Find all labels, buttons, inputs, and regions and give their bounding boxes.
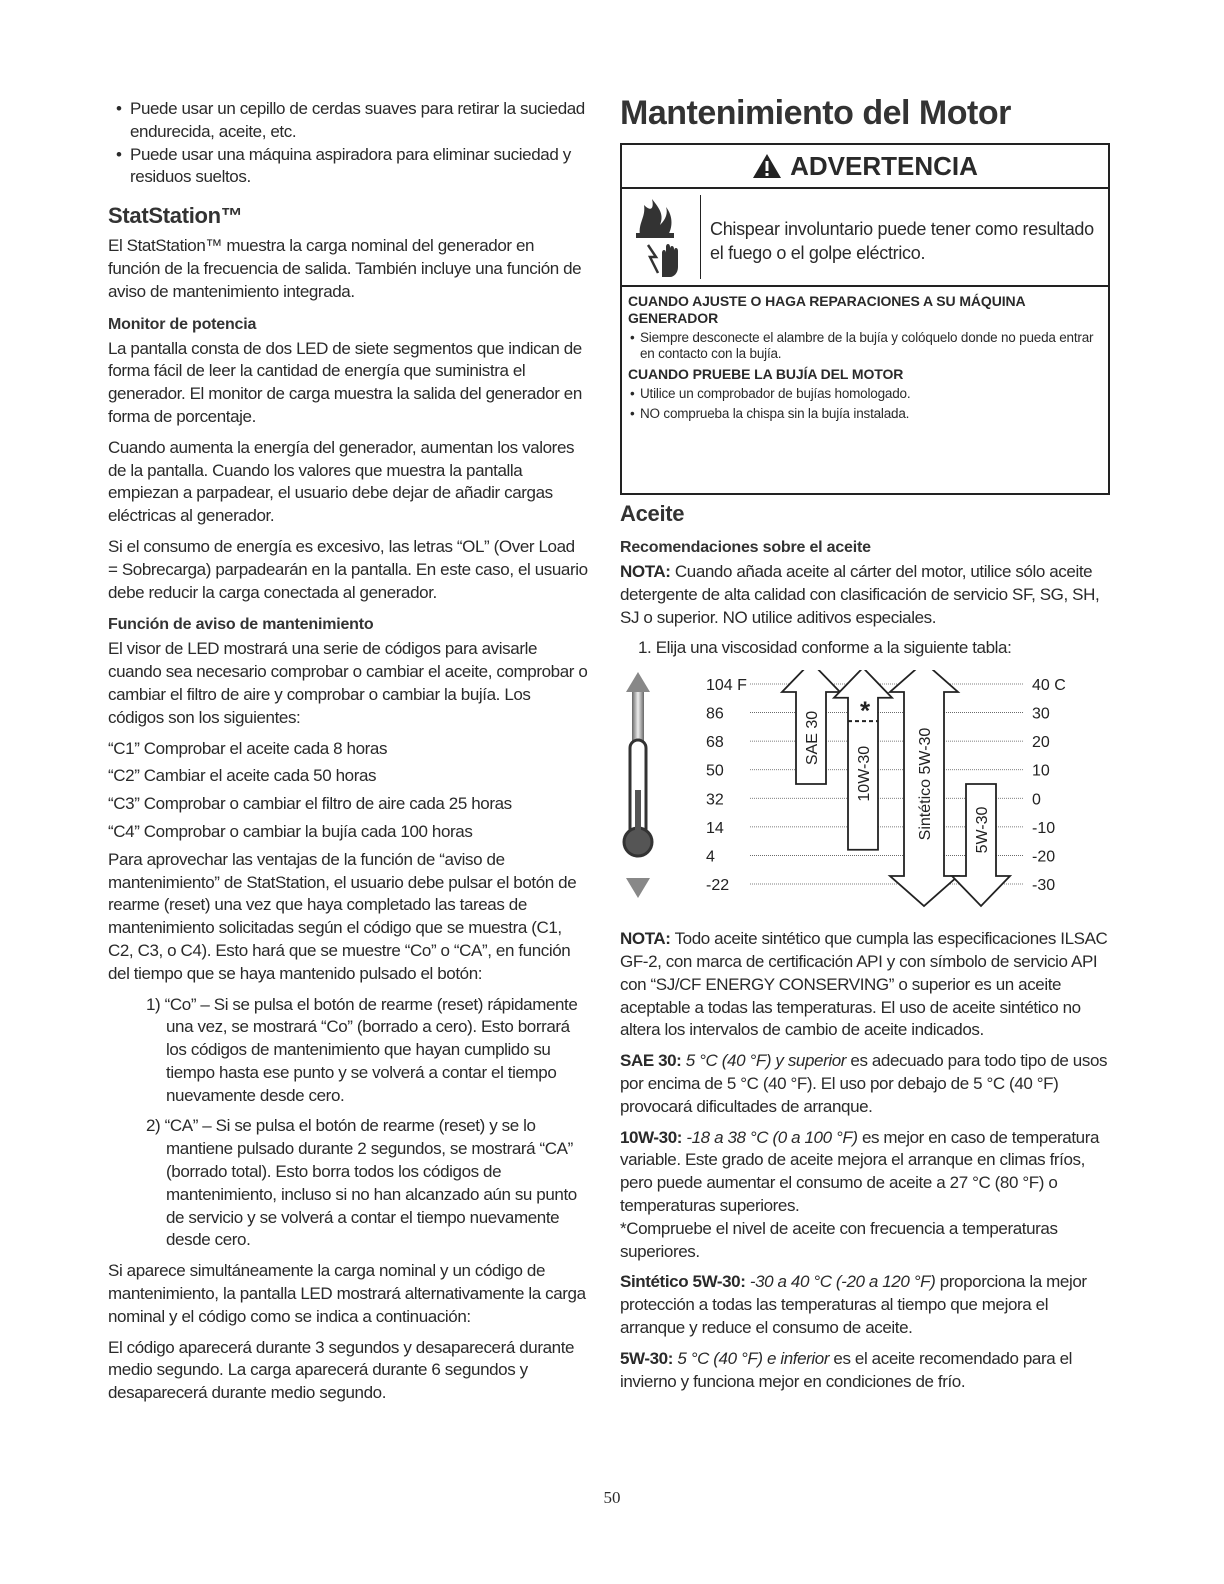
warning-bullet-tester: • Utilice un comprobador de bujías homologado. [628,386,1102,402]
nota-2-label: NOTA: [620,929,671,949]
fahrenheit-tick: 86 [706,705,724,723]
reset-item-ca: 2) “CA” – Si se pulsa el botón de rearme (reset) y se lo mantiene pulsado durante 2 segundos, se mostrará “CA” (borrado total). Esto borra todos los códigos de mantenimiento, incluso si no han alcanzado aún su punto de servicio y se volverá a contar el tiempo nuevamente desde cero. [146,1116,577,1250]
viscosity-chart-svg [620,670,1112,920]
hazard-icons [630,195,701,279]
sae30-text: es adecuado para todo tipo de usos por encima de 5 °C (40 °F). El uso por debajo de 5 °C (40 °F) provocará dificultades de arranque. [620,1051,1108,1116]
sae30-label: SAE 30: [620,1051,682,1071]
fahrenheit-tick: 50 [706,762,724,780]
statstation-heading: StatStation™ [108,203,243,229]
warning-bullet-disconnect: • Siempre desconecte el alambre de la bujía y colóquelo donde no pueda entrar en contacto con la bujía. [628,330,1102,362]
recommendations-heading: Recomendaciones sobre el aceite [620,539,871,556]
final-paragraph-1: Si aparece simultáneamente la carga nominal y un código de mantenimiento, la pantalla LED mostrará alternativamente la carga nominal y el código como se indica a continuación: [108,1261,586,1326]
grade-label: SAE 30 [804,711,821,766]
celsius-tick: 40 C [1032,677,1066,695]
chart-ticks [706,677,1066,894]
fahrenheit-tick: 4 [706,848,715,866]
warning-hazard-row [622,189,1108,287]
viscosity-chart [620,670,1112,920]
aviso-paragraph: El visor de LED mostrará una serie de códigos para avisarle cuando sea necesario comprobar o cambiar el aceite, comprobar o cambiar el filtro de aire y comprobar o cambiar la bujía. Los códigos son los siguientes: [108,639,588,727]
celsius-tick: 30 [1032,705,1050,723]
fahrenheit-tick: 104 F [706,677,747,695]
10w30-range: -18 a 38 °C (0 a 100 °F) [682,1127,858,1147]
synthetic-range: -30 a 40 °C (-20 a 120 °F) [745,1272,936,1292]
nota-1-label: NOTA: [620,562,671,581]
chart-grades [782,670,1010,906]
sae30-range: 5 °C (40 °F) y superior [681,1051,847,1071]
code-c3: “C3” Comprobar o cambiar el filtro de aire cada 25 horas [108,794,512,814]
warning-word: ADVERTENCIA [790,150,978,181]
celsius-tick: -10 [1032,820,1056,838]
grade-label: 10W-30 [856,746,873,802]
celsius-tick: -30 [1032,877,1056,895]
synthetic-paragraph [620,1271,1112,1339]
warning-instructions [622,287,1108,422]
5w30-range: 5 °C (40 °F) e inferior [673,1348,830,1368]
hazard-text: Chispear involuntario puede tener como resultado el fuego o el golpe eléctrico. [710,219,1094,263]
monitor-heading: Monitor de potencia [108,315,257,333]
star-marker: * [859,695,871,726]
fahrenheit-tick: -22 [706,877,730,895]
5w30-label: 5W-30: [620,1348,673,1368]
step-1: 1. Elija una viscosidad conforme a la siguiente tabla: [638,638,1012,658]
10w30-label: 10W-30: [620,1127,683,1147]
reset-paragraph: Para aprovechar las ventajas de la función de “aviso de mantenimiento” de StatStation, el usuario debe pulsar el botón de rearme (reset) una vez que haya completado las tareas de mantenimiento solicitadas según el código que se muestra (C1, C2, C3, o C4). Esto hará que se muestre “Co” o “CA”, en función del tiempo que se haya mantenido pulsado el botón: [108,849,577,983]
monitor-paragraph-3: Si el consumo de energía es excesivo, las letras “OL” (Over Load = Sobrecarga) parpadearán en la pantalla. En este caso, el usuario debe reducir la carga conectada al generador. [108,536,588,602]
celsius-tick: -20 [1032,848,1056,866]
warning-header [622,145,1108,189]
final-paragraph-2: El código aparecerá durante 3 segundos y desaparecerá durante medio segundo. La carga aparecerá durante 6 segundos y desaparecerá durante medio segundo. [108,1337,575,1403]
bullet-brush: • Puede usar un cepillo de cerdas suaves para retirar la suciedad endurecida, aceite, etc. [108,98,588,144]
fahrenheit-tick: 32 [706,791,724,809]
warning-sub-test: CUANDO PRUEBE LA BUJÍA DEL MOTOR [628,366,904,382]
thermometer-icon [624,740,652,856]
statstation-paragraph: El StatStation™ muestra la carga nominal del generador en función de la frecuencia de salida. También incluye una función de aviso de mantenimiento integrada. [108,236,582,301]
nota-2-text: Todo aceite sintético que cumpla las especificaciones ILSAC GF-2, con marca de certificación API y con símbolo de servicio API con “SJ/CF ENERGY CONSERVING” o superior es un aceite aceptable a todas las temperaturas. El uso de aceite sintético no altera los intervalos de cambio de aceite indicados. [620,929,1108,1040]
cleaning-bullets [108,98,588,189]
warning-box [620,143,1110,495]
fire-shock-icon [630,195,700,279]
synthetic-text: proporciona la mejor protección a todas las temperaturas al tiempo que mejora el arranque y reduce el consumo de aceite. [620,1272,1087,1337]
synthetic-label: Sintético 5W-30: [620,1272,746,1292]
10w30-paragraph [620,1127,1112,1218]
celsius-tick: 20 [1032,734,1050,752]
nota-1 [620,561,1112,629]
nota-2 [620,928,1112,1042]
reset-item-co: 1) “Co” – Si se pulsa el botón de rearme (reset) rápidamente una vez, se mostrará “Co” (borrado a cero). Esto borrará los códigos de mantenimiento que hayan cumplido su tiempo hasta ese punto y se volverá a contar el tiempo nuevamente desde cero. [146,994,578,1105]
monitor-paragraph-2: Cuando aumenta la energía del generador, aumentan los valores de la pantalla. Cuando los valores que muestra la pantalla empiezan a parpadear, el usuario debe dejar de añadir cargas eléctricas al generador. [108,437,575,526]
warning-sub-repairs: CUANDO AJUSTE O HAGA REPARACIONES A SU MÁQUINA GENERADOR [628,293,1026,326]
code-c4: “C4” Comprobar o cambiar la bujía cada 100 horas [108,821,473,841]
code-c2: “C2” Cambiar el aceite cada 50 horas [108,766,377,786]
left-column [108,98,588,1413]
right-column [620,94,1112,1401]
5w30-paragraph [620,1348,1112,1394]
sae30-paragraph [620,1050,1112,1118]
code-c1: “C1” Comprobar el aceite cada 8 horas [108,738,388,758]
fahrenheit-tick: 14 [706,820,724,838]
10w30-text: es mejor en caso de temperatura variable. Este grado de aceite mejora el arranque en climas fríos, pero puede aumentar el consumo de aceite a 27 °C (80 °F) o temperaturas superiores. [620,1127,1100,1215]
page-title: Mantenimiento del Motor [620,94,1011,132]
warning-bullet-no-spark: • NO comprueba la chispa sin la bujía instalada. [628,406,1102,422]
aceite-heading: Aceite [620,501,685,526]
warning-triangle-icon [752,152,782,180]
page-number: 50 [603,1488,621,1507]
5w30-text: es el aceite recomendado para el invierno y funciona mejor en condiciones de frío. [620,1348,1073,1391]
aviso-heading: Función de aviso de mantenimiento [108,616,374,634]
celsius-tick: 10 [1032,762,1050,780]
celsius-tick: 0 [1032,791,1041,809]
monitor-paragraph-1: La pantalla consta de dos LED de siete segmentos que indican de forma fácil de leer la cantidad de energía que suministra el generador. El monitor de carga muestra la salida del generador en forma de porcentaje. [108,338,582,426]
nota-1-text: Cuando añada aceite al cárter del motor, utilice sólo aceite detergente de alta calidad con clasificación de servicio SF, SG, SH, SJ o superior. NO utilice aditivos especiales. [620,562,1100,627]
fahrenheit-tick: 68 [706,734,724,752]
grade-label: Sintético 5W-30 [917,727,934,841]
bullet-vacuum: • Puede usar una máquina aspiradora para eliminar suciedad y residuos sueltos. [108,144,588,190]
star-note: *Compruebe el nivel de aceite con frecuencia a temperaturas superiores. [620,1218,1058,1261]
grade-label: 5W-30 [974,806,991,854]
